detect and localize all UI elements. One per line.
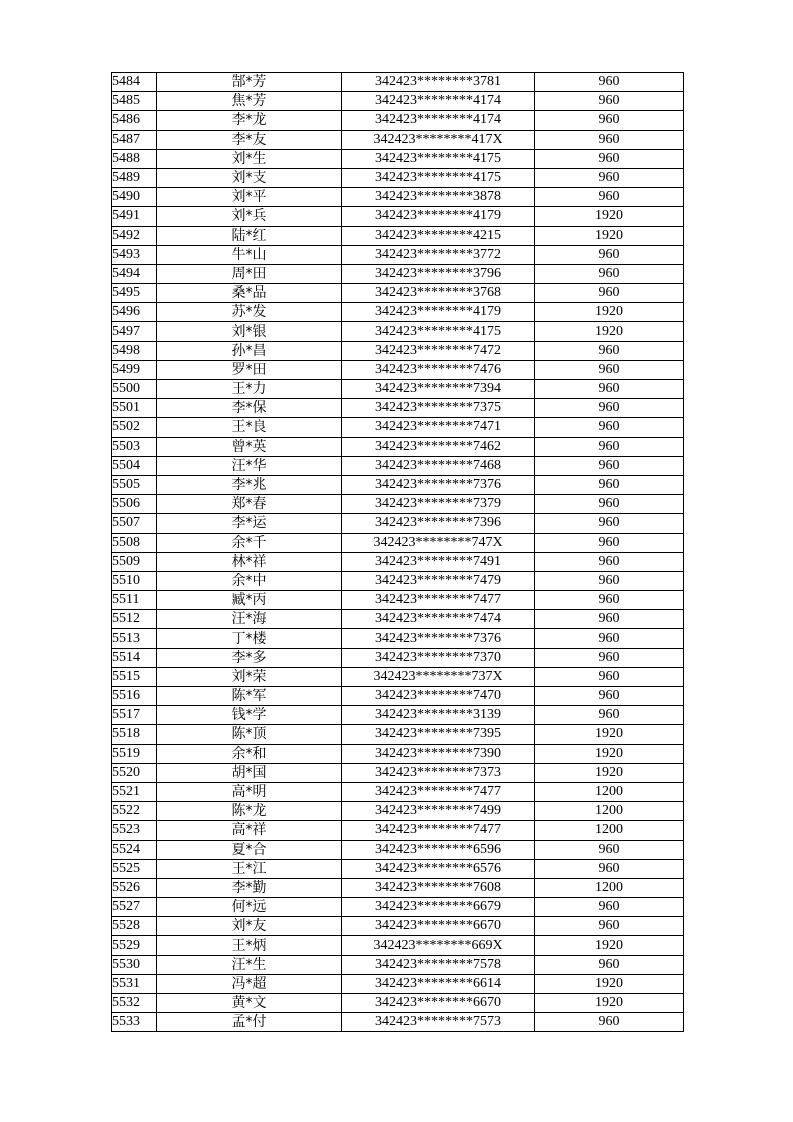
row-number-cell: 5495	[112, 284, 157, 303]
table-row	[112, 802, 684, 821]
id-number-cell: 342423********7491	[342, 552, 535, 571]
table-row	[112, 687, 684, 706]
row-number-cell: 5528	[112, 917, 157, 936]
id-number-cell: 342423********7470	[342, 687, 535, 706]
name-cell: 郜*芳	[157, 73, 342, 92]
row-number-cell: 5500	[112, 380, 157, 399]
name-cell: 余*千	[157, 533, 342, 552]
row-number-cell: 5491	[112, 207, 157, 226]
amount-cell: 1920	[535, 936, 684, 955]
name-cell: 周*田	[157, 264, 342, 283]
row-number-cell: 5531	[112, 974, 157, 993]
row-number-cell: 5513	[112, 629, 157, 648]
amount-cell: 960	[535, 149, 684, 168]
id-number-cell: 342423********7468	[342, 456, 535, 475]
name-cell: 刘*荣	[157, 667, 342, 686]
id-number-cell: 342423********6614	[342, 974, 535, 993]
id-number-cell: 342423********3796	[342, 264, 535, 283]
row-number-cell: 5496	[112, 303, 157, 322]
amount-cell: 960	[535, 456, 684, 475]
table-row	[112, 706, 684, 725]
row-number-cell: 5521	[112, 782, 157, 801]
row-number-cell: 5517	[112, 706, 157, 725]
row-number-cell: 5532	[112, 994, 157, 1013]
name-cell: 李*友	[157, 130, 342, 149]
name-cell: 焦*芳	[157, 92, 342, 111]
name-cell: 李*勤	[157, 878, 342, 897]
name-cell: 刘*兵	[157, 207, 342, 226]
name-cell: 余*和	[157, 744, 342, 763]
id-number-cell: 342423********7370	[342, 648, 535, 667]
amount-cell: 960	[535, 111, 684, 130]
id-number-cell: 342423********7476	[342, 360, 535, 379]
amount-cell: 960	[535, 552, 684, 571]
id-number-cell: 342423********7471	[342, 418, 535, 437]
amount-cell: 960	[535, 648, 684, 667]
amount-cell: 960	[535, 188, 684, 207]
amount-cell: 960	[535, 130, 684, 149]
table-row	[112, 840, 684, 859]
table-row	[112, 475, 684, 494]
table-row	[112, 552, 684, 571]
id-number-cell: 342423********7477	[342, 821, 535, 840]
roster-table	[111, 72, 684, 1032]
id-number-cell: 342423********4174	[342, 92, 535, 111]
table-row	[112, 648, 684, 667]
row-number-cell: 5519	[112, 744, 157, 763]
name-cell: 李*多	[157, 648, 342, 667]
row-number-cell: 5507	[112, 514, 157, 533]
table-row	[112, 73, 684, 92]
table-row	[112, 456, 684, 475]
amount-cell: 960	[535, 898, 684, 917]
amount-cell: 1920	[535, 763, 684, 782]
row-number-cell: 5512	[112, 610, 157, 629]
name-cell: 刘*友	[157, 917, 342, 936]
name-cell: 丁*楼	[157, 629, 342, 648]
table-row	[112, 725, 684, 744]
row-number-cell: 5523	[112, 821, 157, 840]
amount-cell: 1200	[535, 878, 684, 897]
table-row	[112, 974, 684, 993]
name-cell: 何*远	[157, 898, 342, 917]
id-number-cell: 342423********7396	[342, 514, 535, 533]
id-number-cell: 342423********747X	[342, 533, 535, 552]
row-number-cell: 5488	[112, 149, 157, 168]
row-number-cell: 5530	[112, 955, 157, 974]
id-number-cell: 342423********669X	[342, 936, 535, 955]
table-row	[112, 821, 684, 840]
id-number-cell: 342423********3781	[342, 73, 535, 92]
row-number-cell: 5511	[112, 591, 157, 610]
table-row	[112, 322, 684, 341]
id-number-cell: 342423********4175	[342, 149, 535, 168]
table-row	[112, 92, 684, 111]
name-cell: 钱*学	[157, 706, 342, 725]
id-number-cell: 342423********7608	[342, 878, 535, 897]
id-number-cell: 342423********6576	[342, 859, 535, 878]
amount-cell: 960	[535, 840, 684, 859]
name-cell: 牛*山	[157, 245, 342, 264]
amount-cell: 960	[535, 591, 684, 610]
row-number-cell: 5489	[112, 168, 157, 187]
table-row	[112, 168, 684, 187]
row-number-cell: 5484	[112, 73, 157, 92]
row-number-cell: 5515	[112, 667, 157, 686]
row-number-cell: 5509	[112, 552, 157, 571]
id-number-cell: 342423********7479	[342, 571, 535, 590]
amount-cell: 1920	[535, 994, 684, 1013]
table-row	[112, 859, 684, 878]
amount-cell: 960	[535, 475, 684, 494]
amount-cell: 960	[535, 73, 684, 92]
row-number-cell: 5533	[112, 1013, 157, 1032]
table-row	[112, 399, 684, 418]
amount-cell: 1920	[535, 322, 684, 341]
id-number-cell: 342423********7578	[342, 955, 535, 974]
id-number-cell: 342423********7573	[342, 1013, 535, 1032]
name-cell: 高*明	[157, 782, 342, 801]
name-cell: 汪*海	[157, 610, 342, 629]
table-row	[112, 629, 684, 648]
id-number-cell: 342423********3139	[342, 706, 535, 725]
amount-cell: 960	[535, 533, 684, 552]
row-number-cell: 5510	[112, 571, 157, 590]
name-cell: 李*兆	[157, 475, 342, 494]
table-row	[112, 514, 684, 533]
name-cell: 王*江	[157, 859, 342, 878]
table-row	[112, 782, 684, 801]
amount-cell: 960	[535, 168, 684, 187]
row-number-cell: 5504	[112, 456, 157, 475]
name-cell: 臧*丙	[157, 591, 342, 610]
row-number-cell: 5501	[112, 399, 157, 418]
row-number-cell: 5492	[112, 226, 157, 245]
id-number-cell: 342423********4175	[342, 322, 535, 341]
row-number-cell: 5526	[112, 878, 157, 897]
name-cell: 汪*华	[157, 456, 342, 475]
amount-cell: 1920	[535, 207, 684, 226]
id-number-cell: 342423********7477	[342, 782, 535, 801]
table-row	[112, 149, 684, 168]
id-number-cell: 342423********7373	[342, 763, 535, 782]
table-row	[112, 111, 684, 130]
table-row	[112, 418, 684, 437]
amount-cell: 1200	[535, 821, 684, 840]
amount-cell: 960	[535, 610, 684, 629]
table-row	[112, 533, 684, 552]
amount-cell: 1920	[535, 974, 684, 993]
id-number-cell: 342423********4175	[342, 168, 535, 187]
id-number-cell: 342423********7499	[342, 802, 535, 821]
id-number-cell: 342423********6670	[342, 917, 535, 936]
table-row	[112, 264, 684, 283]
table-row	[112, 226, 684, 245]
name-cell: 刘*支	[157, 168, 342, 187]
row-number-cell: 5502	[112, 418, 157, 437]
table-row	[112, 610, 684, 629]
amount-cell: 960	[535, 264, 684, 283]
name-cell: 李*龙	[157, 111, 342, 130]
name-cell: 陆*红	[157, 226, 342, 245]
name-cell: 郑*春	[157, 495, 342, 514]
row-number-cell: 5493	[112, 245, 157, 264]
name-cell: 陈*龙	[157, 802, 342, 821]
name-cell: 刘*平	[157, 188, 342, 207]
amount-cell: 960	[535, 859, 684, 878]
table-row	[112, 130, 684, 149]
id-number-cell: 342423********7379	[342, 495, 535, 514]
table-row	[112, 917, 684, 936]
id-number-cell: 342423********4215	[342, 226, 535, 245]
row-number-cell: 5518	[112, 725, 157, 744]
table-row	[112, 936, 684, 955]
id-number-cell: 342423********6670	[342, 994, 535, 1013]
row-number-cell: 5522	[112, 802, 157, 821]
table-row	[112, 303, 684, 322]
amount-cell: 960	[535, 360, 684, 379]
table-row	[112, 591, 684, 610]
name-cell: 王*良	[157, 418, 342, 437]
amount-cell: 960	[535, 706, 684, 725]
row-number-cell: 5508	[112, 533, 157, 552]
table-row	[112, 1013, 684, 1032]
amount-cell: 960	[535, 92, 684, 111]
id-number-cell: 342423********3878	[342, 188, 535, 207]
table-row	[112, 763, 684, 782]
amount-cell: 960	[535, 341, 684, 360]
id-number-cell: 342423********7477	[342, 591, 535, 610]
table-row	[112, 878, 684, 897]
name-cell: 李*运	[157, 514, 342, 533]
row-number-cell: 5486	[112, 111, 157, 130]
id-number-cell: 342423********6679	[342, 898, 535, 917]
amount-cell: 960	[535, 687, 684, 706]
id-number-cell: 342423********737X	[342, 667, 535, 686]
name-cell: 余*中	[157, 571, 342, 590]
amount-cell: 1200	[535, 782, 684, 801]
table-row	[112, 495, 684, 514]
row-number-cell: 5514	[112, 648, 157, 667]
table-row	[112, 955, 684, 974]
id-number-cell: 342423********4179	[342, 303, 535, 322]
amount-cell: 960	[535, 418, 684, 437]
name-cell: 胡*国	[157, 763, 342, 782]
row-number-cell: 5527	[112, 898, 157, 917]
row-number-cell: 5503	[112, 437, 157, 456]
name-cell: 黄*文	[157, 994, 342, 1013]
id-number-cell: 342423********7394	[342, 380, 535, 399]
row-number-cell: 5506	[112, 495, 157, 514]
amount-cell: 960	[535, 437, 684, 456]
name-cell: 王*力	[157, 380, 342, 399]
row-number-cell: 5487	[112, 130, 157, 149]
table-row	[112, 245, 684, 264]
id-number-cell: 342423********4174	[342, 111, 535, 130]
amount-cell: 960	[535, 245, 684, 264]
row-number-cell: 5520	[112, 763, 157, 782]
table-row	[112, 207, 684, 226]
name-cell: 桑*品	[157, 284, 342, 303]
id-number-cell: 342423********7395	[342, 725, 535, 744]
id-number-cell: 342423********7376	[342, 629, 535, 648]
name-cell: 罗*田	[157, 360, 342, 379]
row-number-cell: 5485	[112, 92, 157, 111]
amount-cell: 1920	[535, 226, 684, 245]
name-cell: 夏*合	[157, 840, 342, 859]
name-cell: 陈*军	[157, 687, 342, 706]
id-number-cell: 342423********7376	[342, 475, 535, 494]
table-row	[112, 284, 684, 303]
id-number-cell: 342423********3768	[342, 284, 535, 303]
table-row	[112, 898, 684, 917]
table-row	[112, 744, 684, 763]
name-cell: 苏*发	[157, 303, 342, 322]
id-number-cell: 342423********7375	[342, 399, 535, 418]
row-number-cell: 5525	[112, 859, 157, 878]
amount-cell: 960	[535, 1013, 684, 1032]
name-cell: 林*祥	[157, 552, 342, 571]
id-number-cell: 342423********7474	[342, 610, 535, 629]
id-number-cell: 342423********417X	[342, 130, 535, 149]
id-number-cell: 342423********7462	[342, 437, 535, 456]
name-cell: 孟*付	[157, 1013, 342, 1032]
amount-cell: 960	[535, 284, 684, 303]
amount-cell: 960	[535, 571, 684, 590]
row-number-cell: 5516	[112, 687, 157, 706]
table-row	[112, 380, 684, 399]
row-number-cell: 5490	[112, 188, 157, 207]
amount-cell: 960	[535, 495, 684, 514]
name-cell: 高*祥	[157, 821, 342, 840]
name-cell: 孙*昌	[157, 341, 342, 360]
name-cell: 曾*英	[157, 437, 342, 456]
roster-table-body	[112, 73, 684, 1032]
amount-cell: 960	[535, 955, 684, 974]
table-row	[112, 341, 684, 360]
amount-cell: 960	[535, 514, 684, 533]
amount-cell: 1920	[535, 303, 684, 322]
id-number-cell: 342423********4179	[342, 207, 535, 226]
amount-cell: 960	[535, 917, 684, 936]
row-number-cell: 5529	[112, 936, 157, 955]
table-row	[112, 994, 684, 1013]
name-cell: 李*保	[157, 399, 342, 418]
name-cell: 陈*顶	[157, 725, 342, 744]
amount-cell: 1920	[535, 744, 684, 763]
id-number-cell: 342423********6596	[342, 840, 535, 859]
row-number-cell: 5505	[112, 475, 157, 494]
row-number-cell: 5498	[112, 341, 157, 360]
row-number-cell: 5499	[112, 360, 157, 379]
name-cell: 汪*生	[157, 955, 342, 974]
amount-cell: 960	[535, 629, 684, 648]
id-number-cell: 342423********7472	[342, 341, 535, 360]
amount-cell: 1200	[535, 802, 684, 821]
row-number-cell: 5497	[112, 322, 157, 341]
table-row	[112, 437, 684, 456]
row-number-cell: 5494	[112, 264, 157, 283]
amount-cell: 960	[535, 667, 684, 686]
table-row	[112, 571, 684, 590]
table-row	[112, 667, 684, 686]
table-row	[112, 188, 684, 207]
name-cell: 冯*超	[157, 974, 342, 993]
name-cell: 王*炳	[157, 936, 342, 955]
name-cell: 刘*银	[157, 322, 342, 341]
id-number-cell: 342423********7390	[342, 744, 535, 763]
id-number-cell: 342423********3772	[342, 245, 535, 264]
table-row	[112, 360, 684, 379]
amount-cell: 960	[535, 380, 684, 399]
amount-cell: 960	[535, 399, 684, 418]
name-cell: 刘*生	[157, 149, 342, 168]
amount-cell: 1920	[535, 725, 684, 744]
row-number-cell: 5524	[112, 840, 157, 859]
